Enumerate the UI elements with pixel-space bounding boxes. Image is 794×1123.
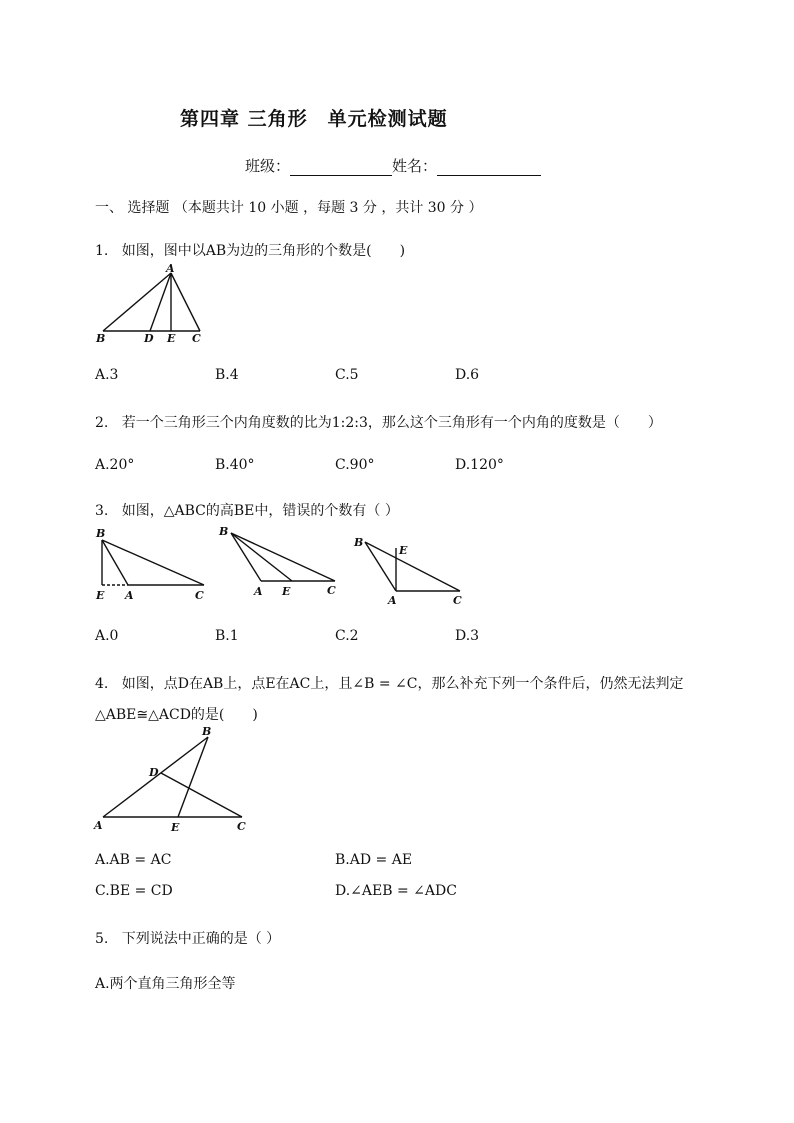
question-text: 如图，点D在AB上，点E在AC上，且∠B = ∠C，那么补充下列一个条件后，仍然无法判定 (121, 676, 684, 692)
q1-label-d: D (144, 332, 154, 345)
class-blank[interactable] (290, 159, 392, 176)
question-text: 如图，△ABC的高BE中，错误的个数有（ ） (121, 503, 399, 519)
q4-option-c[interactable]: C.BE = CD (95, 883, 173, 899)
q3-option-a[interactable]: A.0 (95, 628, 119, 644)
class-field (245, 155, 541, 176)
q3-option-d[interactable]: D.3 (455, 628, 480, 644)
q3f1-label-b: B (96, 527, 106, 540)
q3f3-label-c: C (453, 594, 462, 607)
q3-figure-1 (92, 522, 217, 604)
q3f2-label-b: B (219, 525, 229, 538)
q4-label-a: A (94, 819, 103, 832)
question-number: 3. (95, 503, 109, 519)
q3f3-label-e: E (399, 544, 408, 557)
q1-option-a[interactable]: A.3 (95, 367, 119, 383)
section-heading: 一、 选择题 （本题共计 10 小题 ，每题 3 分 ，共计 30 分 ） (95, 200, 483, 216)
page-title: 第四章 三角形 单元检测试题 (180, 108, 448, 130)
name-label: 姓名： (392, 157, 438, 175)
q3f1-label-e: E (96, 589, 105, 602)
q4-label-b: B (202, 725, 212, 738)
name-blank[interactable] (437, 159, 541, 176)
q3-option-b[interactable]: B.1 (215, 628, 239, 644)
q4-segment-dc (161, 773, 242, 817)
q1-label-c: C (192, 332, 201, 345)
question-3 (95, 500, 399, 520)
question-5 (95, 928, 280, 948)
q3f3-label-b: B (354, 536, 364, 549)
q3f1-label-c: C (195, 589, 204, 602)
q3f2-label-e: E (282, 585, 291, 598)
q2-option-b[interactable]: B.40° (215, 457, 255, 473)
q3f2-label-c: C (327, 584, 336, 597)
q3f3-label-a: A (388, 594, 397, 607)
question-number: 5. (95, 931, 109, 947)
question-number: 2. (95, 415, 109, 431)
q2-option-c[interactable]: C.90° (335, 457, 375, 473)
q4-option-a[interactable]: A.AB = AC (95, 852, 172, 868)
question-number: 4. (95, 676, 109, 692)
q1-option-c[interactable]: C.5 (335, 367, 359, 383)
q1-side-ac (171, 273, 200, 331)
question-text: 若一个三角形三个内角度数的比为1:2:3，那么这个三角形有一个内角的度数是（ ） (121, 415, 662, 431)
question-number: 1. (95, 243, 109, 259)
question-text: 如图，图中以AB为边的三角形的个数是( ) (121, 243, 406, 259)
class-label: 班级： (245, 157, 291, 175)
q3f2-label-a: A (254, 585, 263, 598)
q1-option-d[interactable]: D.6 (455, 367, 480, 383)
q1-option-b[interactable]: B.4 (215, 367, 239, 383)
q3-figure-2 (215, 520, 345, 602)
question-4 (95, 673, 683, 693)
q3f1-side-bc (102, 540, 204, 585)
q4-option-b[interactable]: B.AD = AE (335, 852, 413, 868)
question-4-line2: △ABE≅△ACD的是( ) (95, 707, 258, 723)
q5-option-a[interactable]: A.两个直角三角形全等 (95, 976, 236, 992)
q4-label-e: E (171, 821, 180, 834)
q2-option-a[interactable]: A.20° (95, 457, 135, 473)
q3f1-side-ba (102, 540, 128, 585)
question-1 (95, 240, 405, 260)
q3f3-side-bc (365, 542, 460, 591)
q4-figure (92, 724, 252, 836)
q1-label-a: A (166, 262, 175, 275)
q2-option-d[interactable]: D.120° (455, 457, 504, 473)
q4-option-d[interactable]: D.∠AEB = ∠ADC (335, 883, 457, 899)
q1-label-e: E (167, 332, 176, 345)
q4-label-d: D (149, 766, 159, 779)
q3-figure-3 (350, 533, 470, 608)
q1-figure (92, 262, 222, 347)
q4-label-c: C (237, 820, 246, 833)
q1-label-b: B (96, 332, 106, 345)
question-text: 下列说法中正确的是（ ） (121, 931, 281, 947)
q3f1-label-a: A (125, 589, 134, 602)
q3-option-c[interactable]: C.2 (335, 628, 359, 644)
question-2 (95, 412, 662, 432)
